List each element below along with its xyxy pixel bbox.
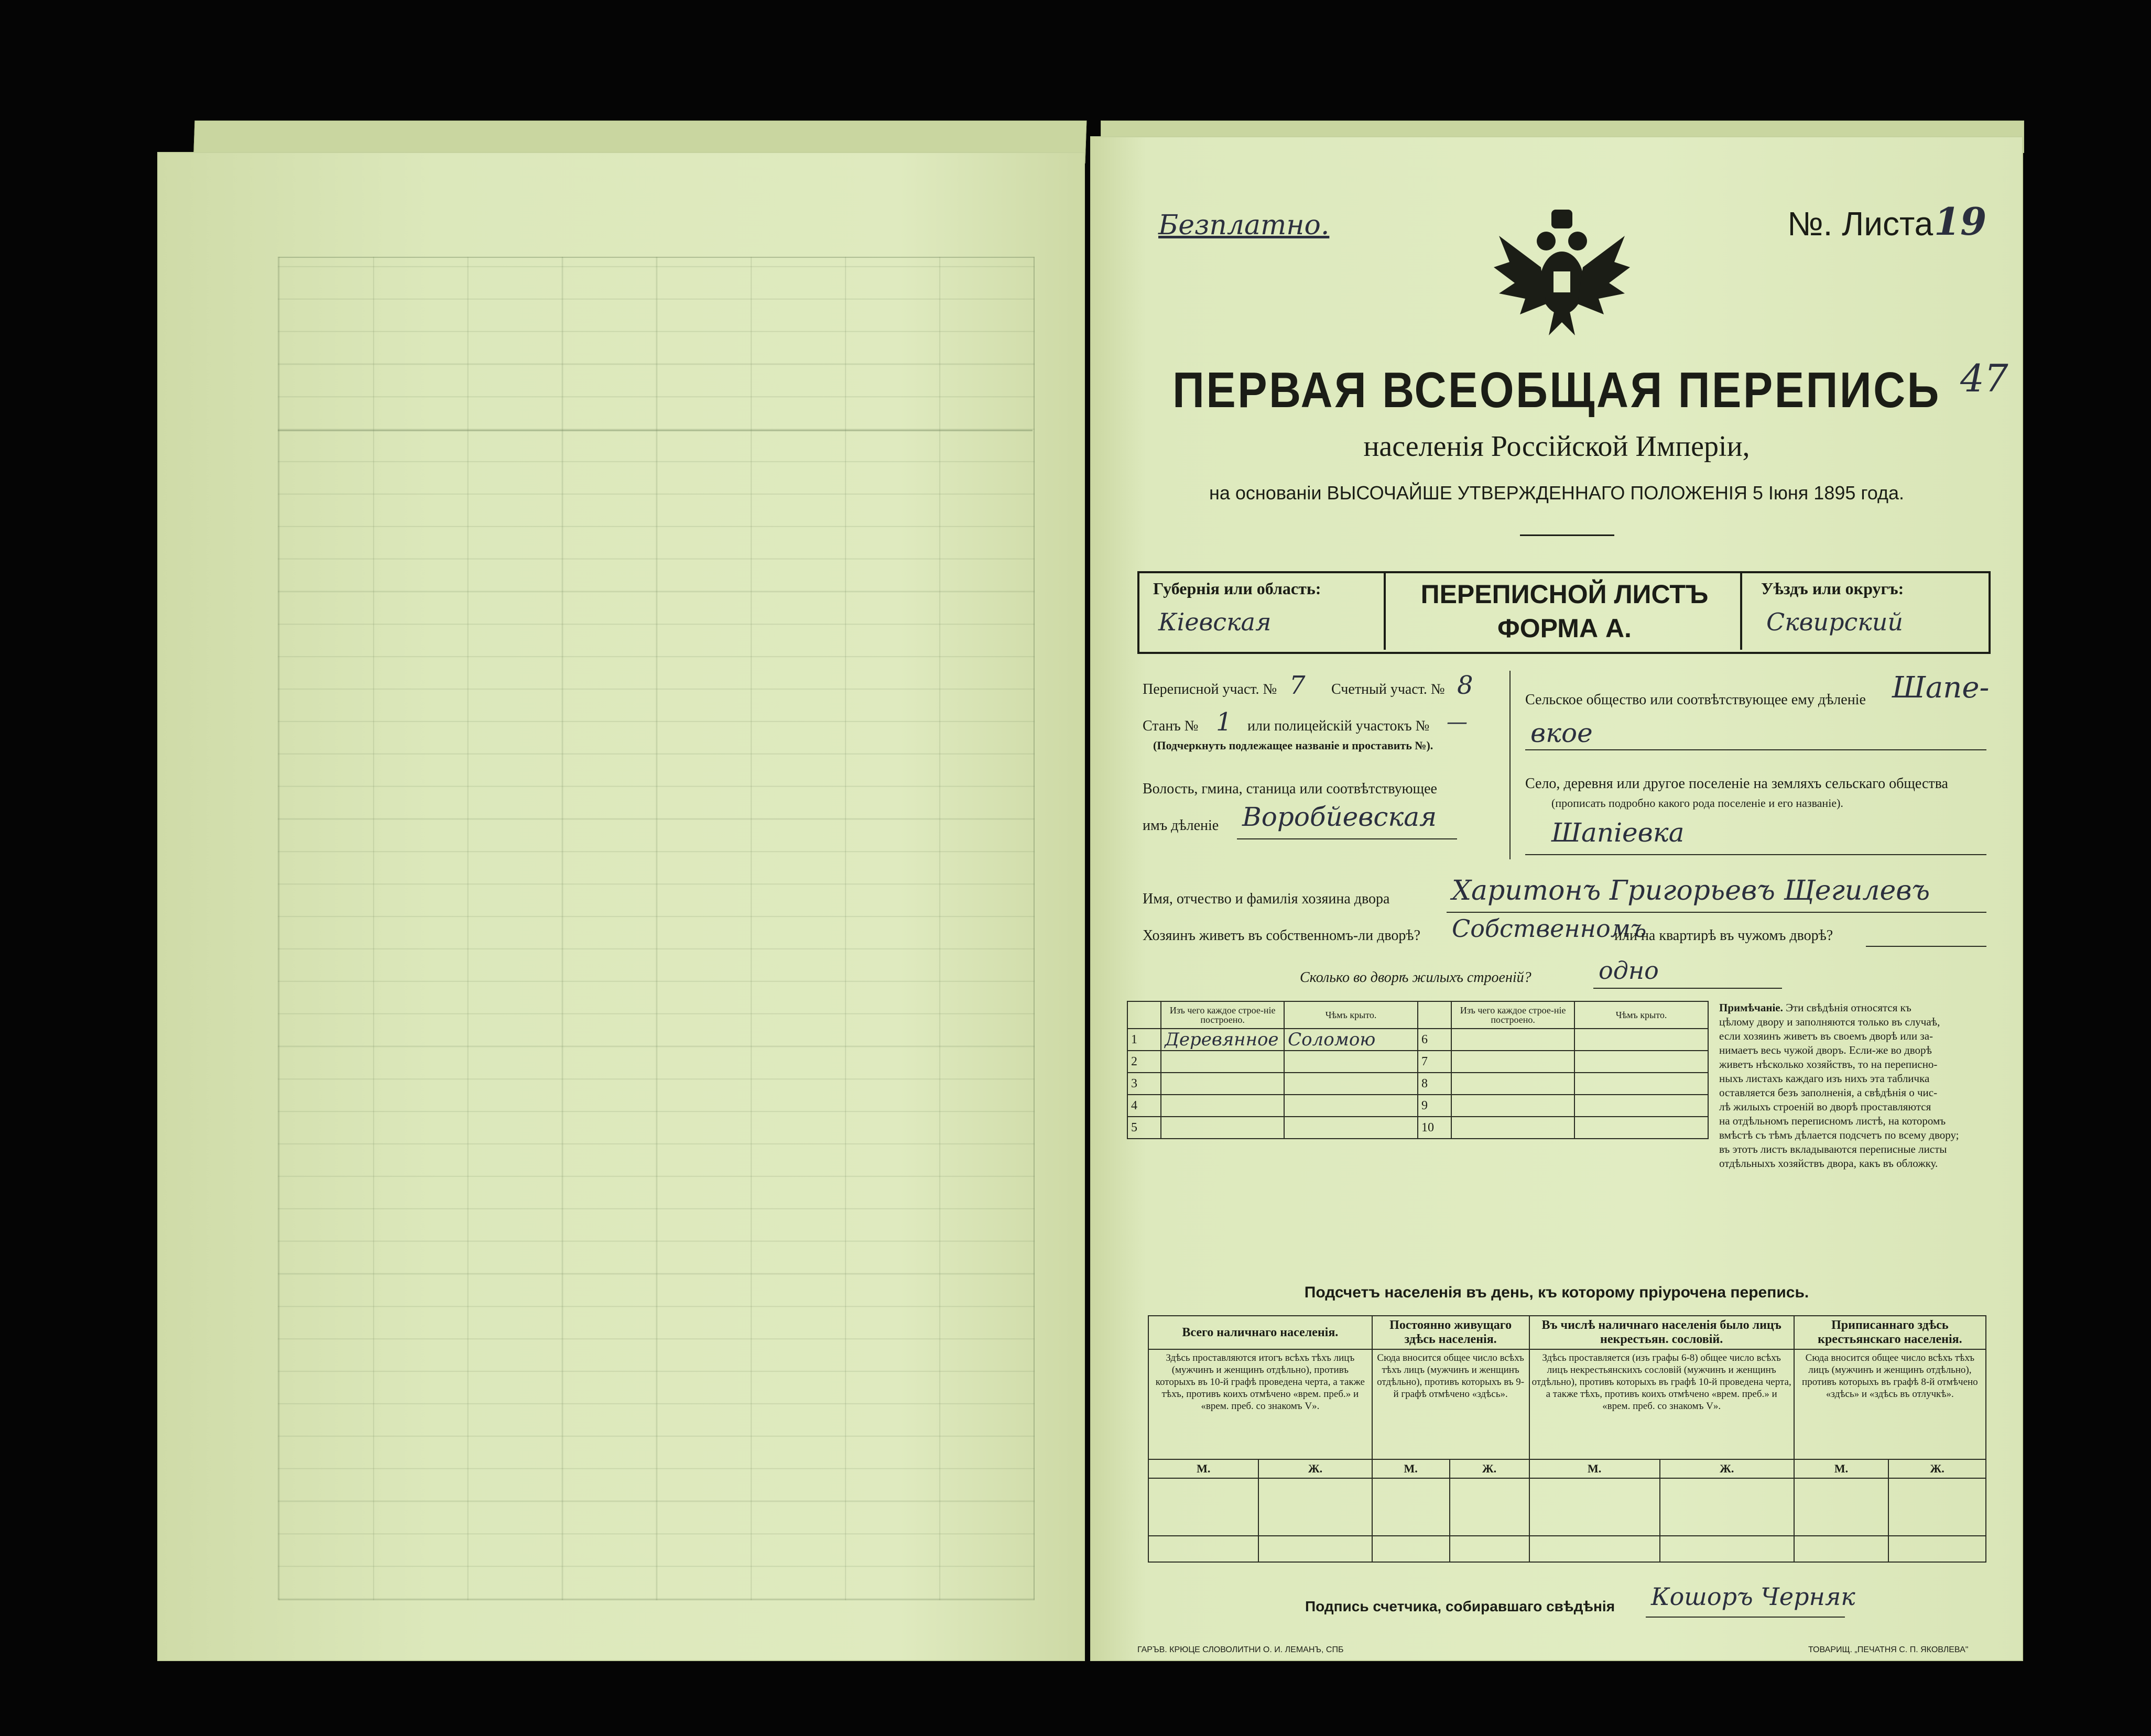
owner-value: Харитонъ Григорьевъ Щегилевъ [1452, 875, 1930, 907]
police-label: или полицейскій участокъ № [1247, 718, 1430, 734]
row-number: 10 [1418, 1117, 1451, 1139]
population-table [1148, 1315, 1986, 1563]
note-line: отдѣльныхъ хозяйствъ двора, какъ въ обложку. [1719, 1157, 1938, 1170]
signature-value: Кошоръ Черняк [1651, 1582, 1855, 1611]
uchastok-value: 7 [1289, 671, 1306, 700]
society-label: Сельское общество или соотвѣтствующее ему дѣленіе [1525, 692, 1866, 708]
row-number: 9 [1418, 1095, 1451, 1117]
census-title: ПЕРВАЯ ВСЕОБЩАЯ ПЕРЕПИСЬ [1172, 362, 1941, 418]
stan-value: 1 [1216, 707, 1232, 737]
selo-note: (прописать подробно какого рода поселеніе и его названіе). [1551, 796, 1843, 810]
row-number: 8 [1418, 1073, 1451, 1095]
note-line: Эти свѣдѣнія относятся къ [1786, 1001, 1911, 1014]
buildings-underline [1593, 988, 1782, 989]
roof-col-header: Чѣмъ крыто. [1284, 1001, 1418, 1029]
table-row [1127, 1051, 1708, 1073]
male-header: М. [1529, 1459, 1660, 1478]
census-basis: на основаніи ВЫСОЧАЙШЕ УТВЕРЖДЕННАГО ПОЛОЖЕНІЯ 5 Іюня 1895 года. [1209, 482, 1904, 504]
open-ledger [157, 121, 2023, 1677]
divider [1384, 571, 1386, 650]
roof-col-header-2: Чѣмъ крыто. [1574, 1001, 1708, 1029]
sheet-number-value: 19 [1934, 199, 1987, 244]
male-header: М. [1148, 1459, 1258, 1478]
owner-underline [1447, 912, 1986, 913]
society-value: Шапе- [1892, 671, 1990, 705]
uchastok-label: Переписной участ. № [1143, 681, 1277, 697]
signature-underline [1646, 1617, 1845, 1618]
population-heading: Подсчетъ населенія въ день, къ которому пріурочена перепись. [1304, 1284, 1809, 1301]
divider [1740, 571, 1742, 650]
female-header: Ж. [1258, 1459, 1372, 1478]
table-row [1127, 1073, 1708, 1095]
material-cell: Деревянное [1161, 1029, 1284, 1051]
printer-footer-right: ТОВАРИЩ. „ПЕЧАТНЯ С. П. ЯКОВЛЕВА" [1808, 1645, 1969, 1654]
female-header: Ж. [1888, 1459, 1986, 1478]
pop-col-title: Постоянно живущаго здѣсь населенія. [1372, 1316, 1529, 1349]
society-value-2: вкое [1530, 718, 1593, 748]
table-row [1127, 1117, 1708, 1139]
volost-value: Воробйевская [1242, 802, 1437, 832]
ornament-divider [1520, 534, 1614, 536]
note-line: живетъ нѣсколько хозяйствъ, то на переписно- [1719, 1058, 1938, 1071]
selo-label: Село, деревня или другое поселеніе на земляхъ сельскаго общества [1525, 776, 1948, 792]
stan-label: Станъ № [1143, 718, 1199, 734]
imperial-eagle-emblem [1489, 204, 1635, 341]
volost-underline [1237, 838, 1457, 839]
schetny-value: 8 [1457, 671, 1473, 700]
sheet-number-label: №. Листа [1787, 205, 1933, 243]
census-form-page [1090, 136, 2023, 1661]
volost-label: Волость, гмина, станица или соотвѣтствующее [1143, 781, 1437, 797]
roof-cell: Соломою [1284, 1029, 1418, 1051]
material-col-header-2: Изъ чего каждое строе-ніе построено. [1451, 1001, 1574, 1029]
note-line: цѣлому двору и заполняются только въ случаѣ, [1719, 1016, 1940, 1028]
note-line: нимаетъ весь чужой дворъ. Если-же во дворѣ [1719, 1044, 1932, 1056]
form-title-line2: ФОРМА А. [1497, 614, 1632, 643]
note-line: лѣ жилыхъ строеній во дворѣ проставляются [1719, 1100, 1931, 1113]
row-number: 4 [1127, 1095, 1161, 1117]
society-underline [1525, 749, 1986, 750]
column-divider [1509, 671, 1511, 859]
pop-col-desc: Здѣсь проставляется (изъ графы 6-8) общее число всѣхъ лицъ некрестьянскихъ сословій (мужчинъ и женщинъ отдѣльно), противъ которыхъ въ графѣ 10-й проведена черта, а также тѣхъ, противъ коихъ отмѣчено «врем. преб.» и «врем. преб. со знакомъ V». [1529, 1349, 1794, 1459]
pop-col-desc: Здѣсь проставляются итогъ всѣхъ тѣхъ лицъ (мужчинъ и женщинъ отдѣльно), противъ которыхъ въ 10-й графѣ проведена черта, а также тѣхъ, противъ коихъ отмѣчено «врем. преб.» и «врем. преб. со знакомъ V». [1148, 1349, 1372, 1459]
row-number: 1 [1127, 1029, 1161, 1051]
note-head: Примѣчаніе. [1719, 1001, 1783, 1014]
lives-label: Хозяинъ живетъ въ собственномъ-ли дворѣ? [1143, 927, 1421, 944]
lives-label-2: или на квартирѣ въ чужомъ дворѣ? [1614, 927, 1833, 944]
uezd-value: Сквирский [1766, 608, 1903, 636]
row-number: 6 [1418, 1029, 1451, 1051]
table-row [1127, 1029, 1708, 1051]
row-number: 2 [1127, 1051, 1161, 1073]
pop-col-desc: Сюда вносится общее число всѣхъ тѣхъ лицъ (мужчинъ и женщинъ отдѣльно), противъ которыхъ въ графѣ 8-й отмѣчено «здѣсь» и «здѣсь въ отлучкѣ». [1794, 1349, 1986, 1459]
note-line: оставляется безъ заполненія, а свѣдѣнія о чис- [1719, 1086, 1938, 1099]
pop-col-desc: Сюда вносится общее число всѣхъ тѣхъ лицъ (мужчинъ и женщинъ отдѣльно), противъ которыхъ въ 9-й графѣ отмѣчено «здѣсь». [1372, 1349, 1529, 1459]
table-row [1127, 1095, 1708, 1117]
lives-underline [1866, 946, 1986, 947]
pop-col-title: Приписаннаго здѣсь крестьянскаго населенія. [1794, 1316, 1986, 1349]
selo-underline [1525, 854, 1986, 855]
male-header: М. [1372, 1459, 1450, 1478]
guberniya-label: Губернія или область: [1153, 579, 1321, 598]
row-number: 7 [1418, 1051, 1451, 1073]
male-header: М. [1794, 1459, 1889, 1478]
note-line: въ этотъ листъ вкладываются переписные листы [1719, 1143, 1947, 1155]
police-value: — [1447, 710, 1468, 734]
row-number: 3 [1127, 1073, 1161, 1095]
left-page [157, 152, 1085, 1661]
census-subtitle: населенія Россійской Имперіи, [1363, 430, 1750, 463]
owner-label: Имя, отчество и фамилія хозяина двора [1143, 891, 1390, 907]
selo-value: Шапіевка [1551, 817, 1685, 848]
signature-label: Подпись счетчика, собиравшаго свѣдѣнія [1305, 1598, 1615, 1614]
underline-note: (Подчеркнуть подлежащее названіе и проставить №). [1153, 739, 1433, 752]
left-page-grid [278, 257, 1035, 1600]
left-page-faint-header [278, 257, 1033, 431]
buildings-table [1127, 1001, 1709, 1139]
row-number: 5 [1127, 1117, 1161, 1139]
note-block [1719, 1001, 2002, 1171]
schetny-label: Счетный участ. № [1331, 681, 1445, 697]
material-col-header: Изъ чего каждое строе-ніе построено. [1161, 1001, 1284, 1029]
pop-col-title: Всего наличнаго населенія. [1148, 1316, 1372, 1349]
note-line: ныхъ листахъ каждаго изъ нихъ эта табличка [1719, 1072, 1930, 1085]
uezd-label: Уѣздъ или округъ: [1761, 579, 1904, 598]
volost-label-2: имъ дѣленіе [1143, 817, 1219, 834]
female-header: Ж. [1450, 1459, 1529, 1478]
note-line: вмѣстѣ съ тѣмъ дѣлается подсчетъ по всему двору; [1719, 1129, 1959, 1141]
lives-value: Собственномъ [1452, 914, 1647, 943]
guberniya-value: Кіевская [1158, 608, 1272, 636]
pop-col-title: Въ числѣ наличнаго населенія было лицъ некрестьян. сословій. [1529, 1316, 1794, 1349]
female-header: Ж. [1660, 1459, 1794, 1478]
buildings-label: Сколько во дворѣ жилыхъ строеній? [1300, 969, 1531, 986]
note-line: если хозяинъ живетъ въ своемъ дворѣ или за- [1719, 1030, 1933, 1042]
note-line: на отдѣльномъ переписномъ листѣ, на которомъ [1719, 1115, 1946, 1127]
buildings-value: одно [1599, 956, 1659, 985]
printer-footer-left: ГАРЪВ. КРЮЦЕ СЛОВОЛИТНИ О. И. ЛЕМАНЪ, СПБ [1137, 1645, 1344, 1654]
free-label: Безплатно. [1158, 210, 1330, 241]
form-title-line1: ПЕРЕПИСНОЙ ЛИСТЪ [1420, 580, 1709, 609]
corner-number: 47 [1960, 356, 2008, 400]
